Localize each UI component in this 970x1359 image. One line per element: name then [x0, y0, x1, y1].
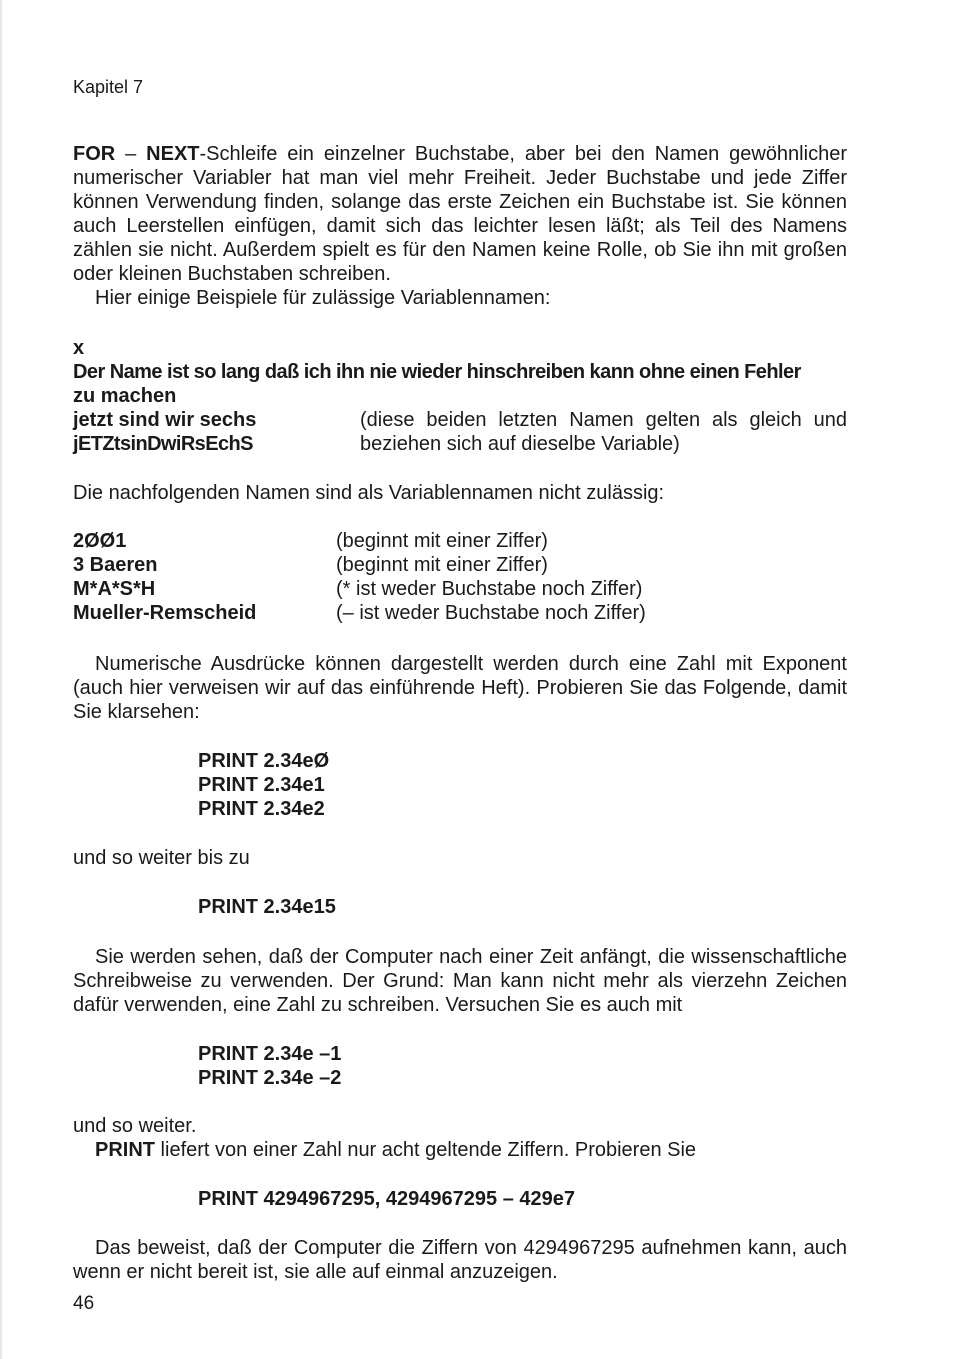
invalid-example-name: 2ØØ1: [73, 530, 127, 552]
invalid-example-name: M*A*S*H: [73, 578, 156, 600]
invalid-example-reason: (– ist weder Buchstabe noch Ziffer): [336, 602, 646, 624]
code-line: PRINT 2.34e –1: [198, 1043, 342, 1065]
dash: –: [115, 143, 147, 165]
invalid-example-name: Mueller-Remscheid: [73, 602, 257, 624]
keyword-next: NEXT: [146, 143, 200, 165]
code-line: PRINT 4294967295, 4294967295 – 429e7: [198, 1188, 575, 1210]
text-and-so-up-to: und so weiter bis zu: [73, 847, 250, 869]
paragraph-line: Sie klarsehen:: [73, 701, 200, 723]
paragraph-line: [73, 142, 847, 166]
valid-examples-note-cont: beziehen sich auf dieselbe Variable): [360, 433, 680, 455]
invalid-example-reason: (beginnt mit einer Ziffer): [336, 530, 548, 552]
paragraph-line: zählen sie nicht. Außerdem spielt es für den Namen keine Rolle, ob Sie ihn mit großen: [73, 239, 847, 261]
code-block-print-large: [198, 1187, 575, 1211]
paragraph-line: numerischer Variabler hat man viel mehr Freiheit. Jeder Buchstabe und jede Ziffer: [73, 167, 847, 189]
page-number: 46: [73, 1293, 95, 1314]
paragraph-line: können Verwendung finden, solange das erste Zeichen ein Buchstabe ist. Sie können: [73, 191, 847, 213]
paragraph-print-digits: [95, 1139, 696, 1162]
paragraph-line: Das beweist, daß der Computer die Ziffern von 4294967295 aufnehmen kann, auch: [95, 1237, 847, 1259]
paragraph-line: Sie werden sehen, daß der Computer nach einer Zeit anfängt, die wissenschaftliche: [95, 946, 847, 968]
paragraph-line: Schreibweise zu verwenden. Der Grund: Man kann nicht mehr als vierzehn Zeichen: [73, 970, 847, 992]
paragraph-line: Hier einige Beispiele für zulässige Variablennamen:: [95, 287, 551, 309]
code-block-print-e15: [198, 895, 336, 919]
valid-example-long: Der Name ist so lang daß ich ihn nie wieder hinschreiben kann ohne einen Fehler: [73, 361, 801, 383]
paragraph-line: oder kleinen Buchstaben schreiben.: [73, 263, 391, 285]
paragraph-scientific: [73, 945, 847, 1017]
code-block-print-negative: [198, 1042, 341, 1090]
paragraph-conclusion: [73, 1236, 847, 1284]
valid-example-jetzt: jetzt sind wir sechs: [73, 409, 257, 431]
invalid-intro: Die nachfolgenden Namen sind als Variablennamen nicht zulässig:: [73, 482, 665, 504]
page-edge: [0, 0, 2, 1359]
paragraph-line: Numerische Ausdrücke können dargestellt werden durch eine Zahl mit Exponent: [95, 653, 847, 675]
valid-example-long-cont: zu machen: [73, 385, 177, 407]
paragraph-variable-names: [73, 142, 847, 310]
invalid-example-name: 3 Baeren: [73, 554, 158, 576]
chapter-header: Kapitel 7: [73, 77, 144, 97]
paragraph-line: (auch hier verweisen wir auf das einführende Heft). Probieren Sie das Folgende, damit: [73, 677, 847, 699]
paragraph-text: -Schleife ein einzelner Buchstabe, aber bei den Namen gewöhnlicher: [199, 143, 847, 165]
paragraph-line: wenn er nicht bereit ist, sie alle auf einmal anzuzeigen.: [73, 1261, 558, 1283]
keyword-print: PRINT: [95, 1139, 155, 1161]
paragraph-line: auch Leerstellen einfügen, damit sich das leichter lesen läßt; als Teil des Namens: [73, 215, 847, 237]
code-block-print-exponents: [198, 749, 329, 821]
code-line: PRINT 2.34e –2: [198, 1067, 342, 1089]
paragraph-line: dafür verwenden, eine Zahl zu schreiben. Versuchen Sie es auch mit: [73, 994, 683, 1016]
code-line: PRINT 2.34e2: [198, 798, 325, 820]
text-and-so-on: und so weiter.: [73, 1115, 197, 1137]
valid-examples-note: (diese beiden letzten Namen gelten als gleich und: [360, 409, 847, 431]
invalid-example-reason: (* ist weder Buchstabe noch Ziffer): [336, 578, 643, 600]
valid-example-mixedcase: jETZtsinDwiRsEchS: [73, 433, 253, 455]
paragraph-text: liefert von einer Zahl nur acht geltende Ziffern. Probieren Sie: [155, 1139, 697, 1161]
keyword-for: FOR: [73, 143, 116, 165]
invalid-example-reason: (beginnt mit einer Ziffer): [336, 554, 548, 576]
valid-example-x: x: [73, 337, 85, 359]
code-line: PRINT 2.34eØ: [198, 750, 330, 772]
code-line: PRINT 2.34e1: [198, 774, 325, 796]
code-line: PRINT 2.34e15: [198, 896, 336, 918]
paragraph-exponent: [73, 652, 847, 724]
